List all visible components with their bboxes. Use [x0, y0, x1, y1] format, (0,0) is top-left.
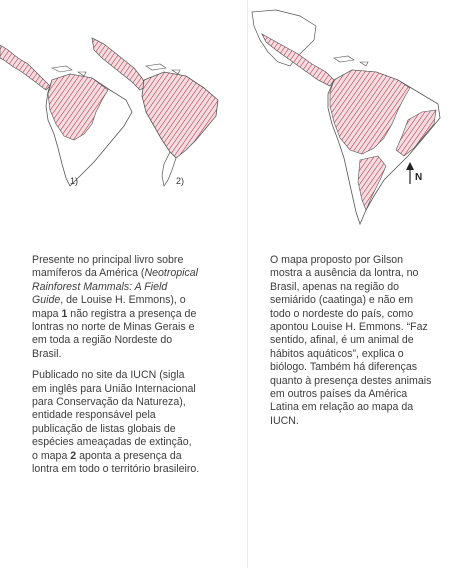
- map-ref-1: 1: [61, 307, 68, 320]
- map-1-central-america: [0, 45, 50, 90]
- right-column: [270, 254, 436, 436]
- book-title: Neotropical Rainforest Mammals: A Field Guide: [32, 267, 199, 307]
- map-1-label: 1): [70, 176, 79, 186]
- map-3-caribbean: [334, 56, 368, 66]
- left-paragraph-2: Publicado no site da IUCN (sigla em inglês para União Internacional para Conservação da Natureza), entidade responsável pela publicação de listas globais de espécies ameaçadas de extinção, o mapa 2 aponta a presença da lontra em todo o território brasileiro.: [32, 369, 200, 476]
- map-2-central-america: [92, 38, 146, 90]
- right-paragraph-1: O mapa proposto por Gilson mostra a ausência da lontra, no Brasil, apenas na região do semiárido (caatinga) e não em todo o nordeste do país, como apontou Louise H. Emmons. “Faz sentido, afinal, é um animal de hábitos aquáticos”, explica o biólogo. Também há diferenças quanto à presença destes animais em outros países da América Latina em relação ao mapa da IUCN.: [270, 254, 432, 427]
- map-2-label: 2): [176, 176, 185, 186]
- north-label: N: [415, 172, 423, 183]
- left-paragraph-1: Presente no principal livro sobre mamíferos da América (Neotropical Rainforest Mammals: A Field Guide, de Louise H. Emmons), o mapa 1 não registra a presença de lontras no norte de Minas Gerais e em toda a região Nordeste do Brasil.: [32, 254, 199, 360]
- map-ref-2: 2: [70, 449, 77, 462]
- north-arrow-icon: [406, 162, 414, 184]
- map-2-range: [142, 72, 218, 158]
- map-3-north-america: [252, 10, 316, 66]
- maps-figure: [0, 0, 462, 235]
- map-2-south-cone: [162, 152, 176, 186]
- map-3-mexico-central-america: [262, 34, 334, 86]
- left-column: [32, 254, 200, 485]
- map-3: [252, 10, 440, 224]
- column-divider: [247, 0, 248, 568]
